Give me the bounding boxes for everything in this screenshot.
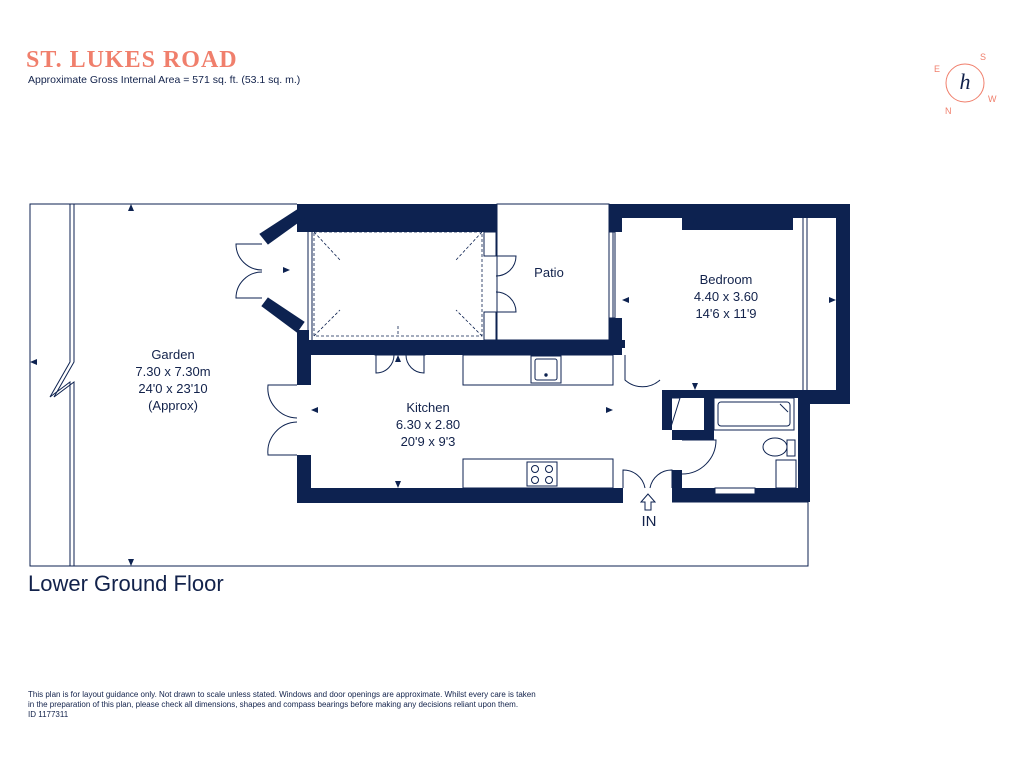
bedroom-metric: 4.40 x 3.60	[693, 289, 759, 304]
garden-label	[135, 347, 210, 413]
gross-internal-area: Approximate Gross Internal Area = 571 sq. ft. (53.1 sq. m.)	[28, 74, 301, 86]
garden-note: (Approx)	[148, 398, 198, 413]
logo-letter: h	[959, 69, 971, 94]
garden-imperial: 24'0 x 23'10	[138, 381, 208, 396]
compass-south: S	[980, 52, 987, 62]
bedroom-fittings	[609, 218, 807, 390]
bedroom-imperial: 14'6 x 11'9	[695, 306, 757, 321]
walls	[297, 204, 850, 503]
kitchen-label	[396, 400, 460, 449]
patio-name: Patio	[534, 265, 564, 280]
property-title: ST. LUKES ROAD	[26, 47, 238, 73]
compass-east: E	[934, 64, 941, 74]
bedroom-label	[694, 272, 758, 321]
kitchen-name: Kitchen	[406, 400, 450, 415]
entrance-label: IN	[641, 513, 657, 530]
entrance-arrow-icon	[641, 494, 655, 510]
disclaimer-id: ID 1177311	[28, 710, 69, 719]
bedroom-name: Bedroom	[699, 272, 753, 287]
garden-metric: 7.30 x 7.30m	[135, 364, 211, 379]
compass-west: W	[988, 94, 997, 104]
garden-name: Garden	[151, 347, 195, 362]
compass-north: N	[945, 106, 952, 116]
disclaimer-line-2: in the preparation of this plan, please check all dimensions, shapes and compass bearings before making any decisions reliant upon them.	[28, 700, 519, 709]
bathroom-fittings	[714, 398, 796, 494]
floor-label: Lower Ground Floor	[28, 571, 224, 596]
kitchen-fittings	[463, 355, 613, 488]
disclaimer-line-1: This plan is for layout guidance only. Not drawn to scale unless stated. Windows and door openings are approximate. Whilst every care is taken	[28, 690, 536, 699]
disclaimer	[28, 690, 568, 720]
kitchen-metric: 6.30 x 2.80	[395, 417, 461, 432]
kitchen-imperial: 20'9 x 9'3	[400, 434, 456, 449]
